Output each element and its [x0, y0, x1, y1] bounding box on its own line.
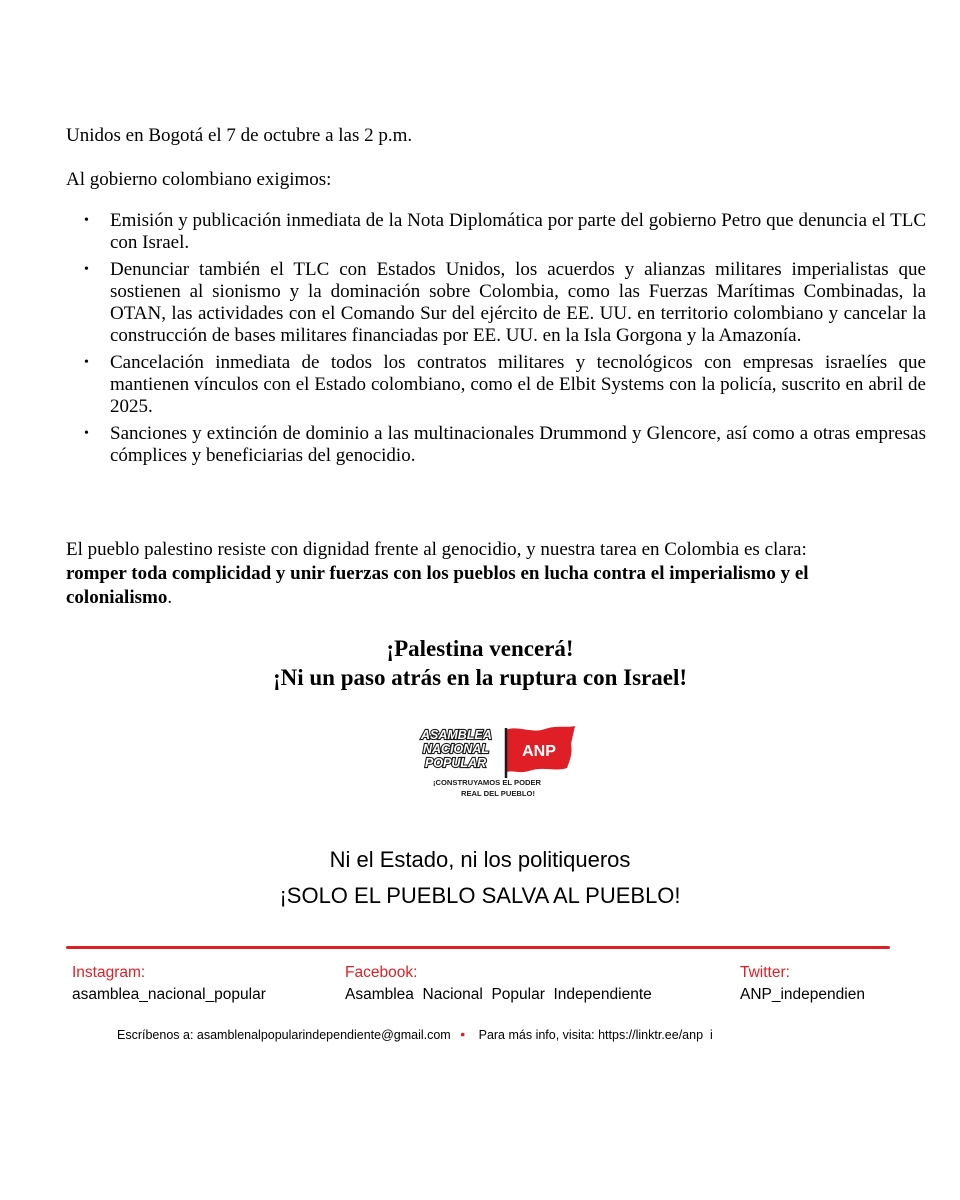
demand-text: Emisión y publicación inmediata de la Nota Diplomática por parte del gobierno Petro que denuncia el TLC con Israel. [110, 210, 926, 253]
demands-list [84, 210, 926, 472]
facebook-handle[interactable]: Asamblea Nacional Popular Independiente [345, 986, 652, 1003]
logo-flag-text: ANP [522, 743, 556, 760]
facebook-contact [345, 962, 652, 1006]
demand-item [84, 210, 926, 254]
linktree-text[interactable]: Para más info, visita: https://linktr.ee/anp i [478, 1028, 713, 1042]
instagram-label: Instagram: [72, 964, 146, 981]
slogans [0, 634, 960, 692]
demand-text: Cancelación inmediata de todos los contratos militares y tecnológicos con empresas israelíes que mantienen vínculos con el Estado colombiano, como el de Elbit Systems con la policía, suscrito en abril de 2025. [110, 352, 926, 417]
logo-word-popular: POPULAR [425, 756, 487, 770]
twitter-handle[interactable]: ANP_independien [740, 986, 865, 1003]
logo-tagline-1: ¡CONSTRUYAMOS EL PODER [433, 778, 542, 787]
bullet-icon: • [84, 355, 89, 370]
bullet-icon: • [84, 426, 89, 441]
footer-divider [66, 946, 890, 949]
facebook-label: Facebook: [345, 964, 418, 981]
twitter-contact [740, 962, 865, 1006]
contact-line [117, 1025, 713, 1044]
footer-slogan-estado: Ni el Estado, ni los politiqueros [329, 847, 631, 872]
demand-item [84, 352, 926, 418]
logo-word-nacional: NACIONAL [423, 742, 489, 756]
footer-slogan-pueblo: ¡SOLO EL PUEBLO SALVA AL PUEBLO! [279, 883, 681, 908]
logo-word-asamblea: ASAMBLEA [421, 728, 492, 742]
email-text[interactable]: Escríbenos a: asamblenalpopularindependiente@gmail.com [117, 1028, 451, 1042]
closing-text: El pueblo palestino resiste con dignidad frente al genocidio, y nuestra tarea en Colombia es clara: [66, 539, 807, 560]
closing-period: . [167, 587, 173, 608]
demand-text: Sanciones y extinción de dominio a las multinacionales Drummond y Glencore, así como a otras empresas cómplices y beneficiarias del genocidio. [110, 423, 926, 466]
bullet-icon: • [84, 213, 89, 228]
logo-tagline-2: REAL DEL PUEBLO! [461, 789, 535, 798]
demand-item [84, 259, 926, 347]
slogan-ruptura: ¡Ni un paso atrás en la ruptura con Israel! [272, 665, 687, 690]
demands-heading: Al gobierno colombiano exigimos: [66, 169, 332, 190]
instagram-handle[interactable]: asamblea_nacional_popular [72, 986, 266, 1003]
twitter-label: Twitter: [740, 964, 790, 981]
closing-emphasis: romper toda complicidad y unir fuerzas con los pueblos en lucha contra el imperialismo y el colonialismo [66, 563, 809, 608]
slogan-palestina: ¡Palestina vencerá! [386, 636, 574, 661]
anp-logo [417, 722, 579, 800]
demand-item [84, 423, 926, 467]
separator-dot-icon: • [460, 1026, 466, 1042]
closing-paragraph [66, 538, 834, 610]
intro-line: Unidos en Bogotá el 7 de octubre a las 2 p.m. [66, 125, 413, 146]
demand-text: Denunciar también el TLC con Estados Unidos, los acuerdos y alianzas militares imperialistas que sostienen al sionismo y la dominación sobre Colombia, como las Fuerzas Marítimas Combinadas, la OTAN, las actividades con el Comando Sur del ejército de EE. UU. en territorio colombiano y cancelar la construcción de bases militares financiadas por EE. UU. en la Isla Gorgona y la Amazonía. [110, 259, 926, 346]
instagram-contact [72, 962, 266, 1006]
bullet-icon: • [84, 262, 89, 277]
footer-slogans [0, 842, 960, 914]
